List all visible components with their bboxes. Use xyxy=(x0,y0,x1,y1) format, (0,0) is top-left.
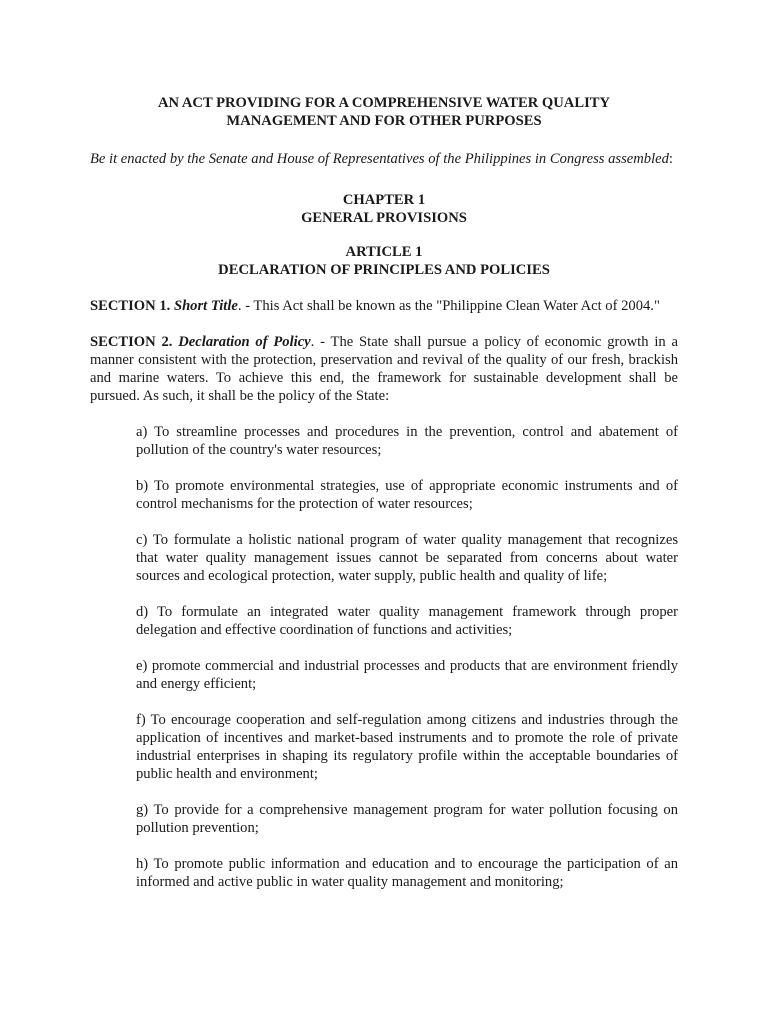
policy-list xyxy=(90,423,678,891)
policy-item-e: e) promote commercial and industrial processes and products that are environment friendly and energy efficient; xyxy=(136,658,678,692)
policy-item-f: f) To encourage cooperation and self-regulation among citizens and industries through the application of incentives and market-based instruments and to promote the role of private industrial enterprises in shaping its regulatory profile within the acceptable boundaries of public health and environment; xyxy=(136,712,678,782)
enacting-clause xyxy=(90,150,678,168)
enacting-clause-text: Be it enacted by the Senate and House of Representatives of the Philippines in Congress assembled xyxy=(90,151,669,167)
article-heading xyxy=(90,243,678,279)
section-2-text: . - The State shall pursue a policy of economic growth in a manner consistent with the protection, preservation and revival of the quality of our fresh, brackish and marine waters. To achieve this end, the framework for sustainable development shall be pursued. As such, it shall be the policy of the State: xyxy=(90,334,678,404)
policy-item-b: b) To promote environmental strategies, use of appropriate economic instruments and of control mechanisms for the protection of water resources; xyxy=(136,478,678,512)
policy-item-g: g) To provide for a comprehensive management program for water pollution focusing on pollution prevention; xyxy=(136,802,678,836)
section-2-heading: Declaration of Policy xyxy=(178,334,311,350)
article-title: DECLARATION OF PRINCIPLES AND POLICIES xyxy=(218,262,550,278)
act-title-line-1: AN ACT PROVIDING FOR A COMPREHENSIVE WATER QUALITY xyxy=(157,95,611,111)
enacting-clause-colon: : xyxy=(668,151,673,167)
chapter-number: CHAPTER 1 xyxy=(342,192,426,208)
section-1-number: SECTION 1. xyxy=(90,298,171,314)
policy-item-d: d) To formulate an integrated water quality management framework through proper delegation and effective coordination of functions and activities; xyxy=(136,604,678,638)
chapter-heading xyxy=(90,191,678,227)
section-2-number: SECTION 2. xyxy=(90,334,173,350)
section-1-heading: Short Title xyxy=(173,298,238,314)
section-1 xyxy=(90,297,678,315)
article-number: ARTICLE 1 xyxy=(345,244,423,260)
section-2 xyxy=(90,333,678,405)
act-title xyxy=(90,94,678,130)
policy-item-h: h) To promote public information and education and to encourage the participation of an informed and active public in water quality management and monitoring; xyxy=(136,856,678,890)
policy-item-c: c) To formulate a holistic national program of water quality management that recognizes that water quality management issues cannot be separated from concerns about water sources and ecological protection, water supply, public health and quality of life; xyxy=(136,532,678,584)
policy-item-a: a) To streamline processes and procedures in the prevention, control and abatement of pollution of the country's water resources; xyxy=(136,424,678,458)
section-1-text: . - This Act shall be known as the "Philippine Clean Water Act of 2004." xyxy=(237,298,660,314)
act-title-line-2: MANAGEMENT AND FOR OTHER PURPOSES xyxy=(226,113,542,129)
chapter-title: GENERAL PROVISIONS xyxy=(301,210,467,226)
